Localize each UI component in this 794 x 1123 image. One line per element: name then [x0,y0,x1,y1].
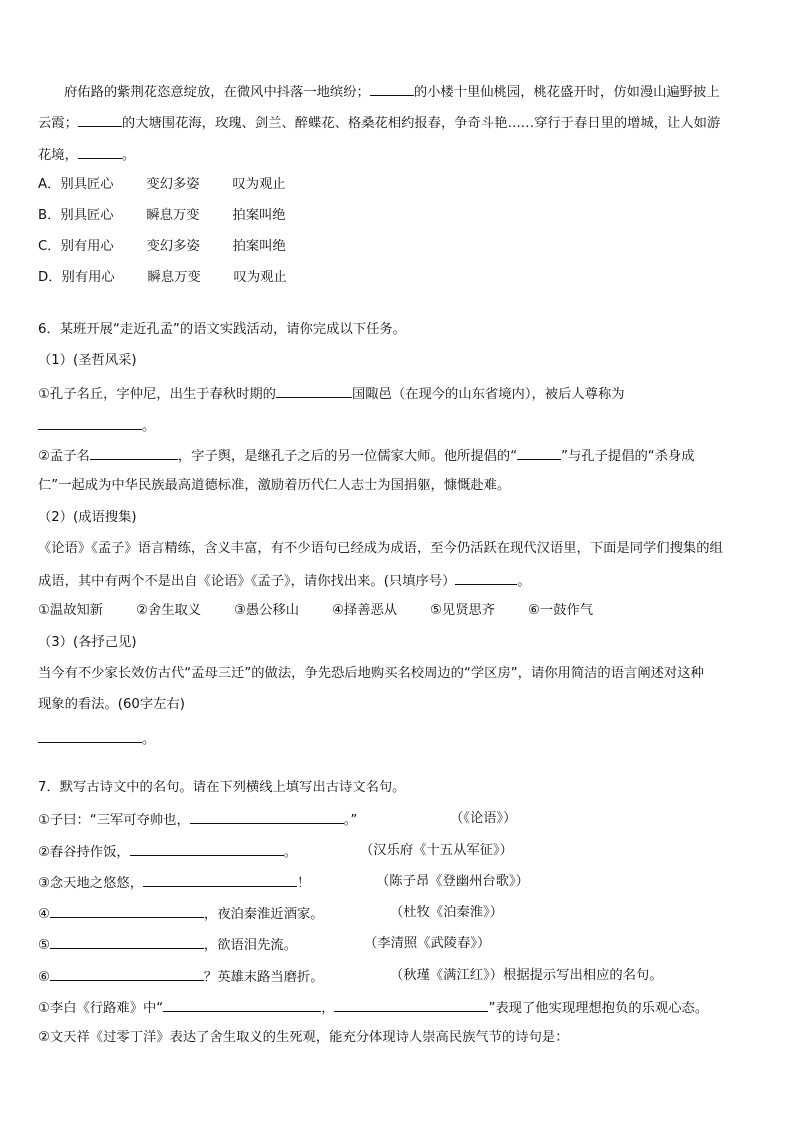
text: ！ [297,876,311,891]
q5-option-b[interactable] [38,207,286,225]
answer-blank[interactable] [455,571,517,585]
option-item: 别具匠心 [60,208,114,223]
option-item: 拍案叫绝 [232,208,286,223]
q6-part2-line1: 《论语》《孟子》语言精练，含义丰富，有不少语句已经成为成语，至今仍活跃在现代汉语里，下面是同学们搜集的组 [38,541,723,556]
text: ④ [38,907,50,922]
q5-option-a[interactable] [38,176,286,194]
answer-blank[interactable] [50,935,204,949]
q5-stem-text: 云霞； [38,116,78,131]
q6-idiom-list [38,602,593,620]
answer-blank[interactable] [130,842,284,856]
q6-part2-line2 [38,571,531,591]
option-letter: C． [38,239,61,254]
option-item: 叹为观止 [233,270,287,285]
option-item: 变幻多姿 [146,177,200,192]
option-item: 瞬息万变 [146,208,200,223]
q7-title: 7．默写古诗文中的名句。请在下列横线上填写出古诗文名句。 [38,780,406,795]
option-item: 别具匠心 [60,177,114,192]
text: ，字子舆，是继孔子之后的另一位儒家大师。他所提倡的“ [177,449,518,464]
text: 。 [142,732,156,747]
text: 。 [517,574,531,589]
q6-part1-line1 [38,384,625,404]
text: 。 [283,845,297,860]
q7-line-1 [38,810,357,830]
option-letter: A． [38,177,61,192]
q5-stem-text: 的大塘围花海，玫瑰、剑兰、醉蝶花、格桑花相约报春，争奇斗艳……穿行于春日里的增城，让人如游 [121,116,721,131]
idiom-item: ⑤见贤思齐 [430,603,496,618]
text: ①子曰：“三军可夺帅也， [38,813,190,828]
answer-blank[interactable] [190,810,344,824]
text: 。 [142,419,156,434]
text: ⑤ [38,938,50,953]
idiom-item: ③愚公移山 [234,603,300,618]
answer-blank[interactable] [38,729,142,743]
q7-source-5: （李清照《武陵春》） [364,936,491,951]
q6-part1-line4: 仁”一起成为中华民族最高道德标准，激励着历代仁人志士为国捐躯，慷慨赴难。 [38,478,511,493]
q6-part1-line3 [38,446,695,466]
q7-source-4: （杜牧《泊秦淮》） [390,905,504,920]
q7-source-6: （秋瑾《满江红》）根据提示写出相应的名句。 [390,968,663,983]
q6-part3-line2: 现象的看法。(60字左右) [38,697,185,712]
q5-stem-line-2 [38,113,720,133]
option-letter: B． [38,208,61,223]
text: 。” [343,813,358,828]
idiom-item: ②舍生取义 [136,603,202,618]
q5-stem-text: 府佑路的紫荆花恣意绽放，在微风中抖落一地缤纷； [64,85,370,100]
option-item: 别有用心 [60,239,114,254]
text: ”表现了他实现理想抱负的乐观心态。 [488,1001,709,1016]
q7-line-7 [38,998,708,1018]
q7-line-6 [38,967,324,987]
answer-blank[interactable] [334,998,488,1012]
q7-line-8: ②文天祥《过零丁洋》表达了舍生取义的生死观，能充分体现诗人崇高民族气节的诗句是： [38,1030,569,1045]
q6-part1-line2 [38,416,155,436]
answer-blank[interactable] [50,904,204,918]
option-item: 瞬息万变 [147,270,201,285]
option-letter: D． [38,270,62,285]
answer-blank[interactable] [38,416,142,430]
answer-blank[interactable] [143,873,297,887]
answer-blank[interactable] [276,384,352,398]
q6-part2-label: （2）(成语搜集) [38,510,137,525]
answer-blank[interactable] [163,998,321,1012]
option-item: 变幻多姿 [146,239,200,254]
q6-part3-line3 [38,729,155,749]
q5-option-c[interactable] [38,238,286,256]
q5-option-d[interactable] [38,269,287,287]
idiom-item: ⑥一鼓作气 [528,603,594,618]
answer-blank[interactable] [50,967,204,981]
text: 成语，其中有两个不是出自《论语》《孟子》，请你找出来。(只填序号） [38,574,456,589]
q5-stem-line-3 [38,145,135,165]
q7-source-2: （汉乐府《十五从军征》） [360,843,513,858]
idiom-item: ①温故知新 [38,603,104,618]
q5-stem-text: 花境， [38,148,78,163]
q7-line-3 [38,873,310,893]
option-item: 别有用心 [61,270,115,285]
text: ②孟子名 [38,449,90,464]
q6-part1-label: （1）(圣哲风采) [38,353,137,368]
q7-line-5 [38,935,297,955]
q6-title: 6．某班开展“走近孔孟”的语文实践活动，请你完成以下任务。 [38,322,406,337]
q5-stem-line-1 [64,82,720,102]
text: ③念天地之悠悠， [38,876,143,891]
q5-blank-2[interactable] [78,113,122,127]
text: ， [321,1001,335,1016]
q6-part3-line1: 当今有不少家长效仿古代“孟母三迁”的做法，争先恐后地购买名校周边的“学区房”，请你用简洁的语言阐述对这种 [38,666,704,681]
idiom-item: ④择善恶从 [332,603,398,618]
text: ？英雄末路当磨折。 [203,970,324,985]
q5-stem-text: 。 [121,148,136,163]
text: ②舂谷持作饭， [38,845,130,860]
text: ①孔子名丘，字仲尼，出生于春秋时期的 [38,387,276,402]
text: ①李白《行路难》中“ [38,1001,164,1016]
q7-source-3: （陈子昂《登幽州台歌》） [376,874,529,889]
q7-line-4 [38,904,324,924]
q7-line-2 [38,842,297,862]
text: ，欲语泪先流。 [203,938,297,953]
q5-blank-3[interactable] [78,145,122,159]
text: ”与孔子提倡的“杀身成 [561,449,695,464]
option-item: 拍案叫绝 [232,239,286,254]
q7-source-1: （《论语》） [450,811,517,826]
option-item: 叹为观止 [232,177,286,192]
q5-stem-text: 的小楼十里仙桃园，桃花盛开时，仿如漫山遍野披上 [413,85,720,100]
answer-blank[interactable] [517,446,561,460]
text: ，夜泊秦淮近酒家。 [203,907,324,922]
q5-blank-1[interactable] [370,82,414,96]
q6-part3-label: （3）(各抒己见) [38,635,137,650]
answer-blank[interactable] [90,446,178,460]
text: ⑥ [38,970,50,985]
text: 国陬邑（在现今的山东省境内），被后人尊称为 [351,387,625,402]
